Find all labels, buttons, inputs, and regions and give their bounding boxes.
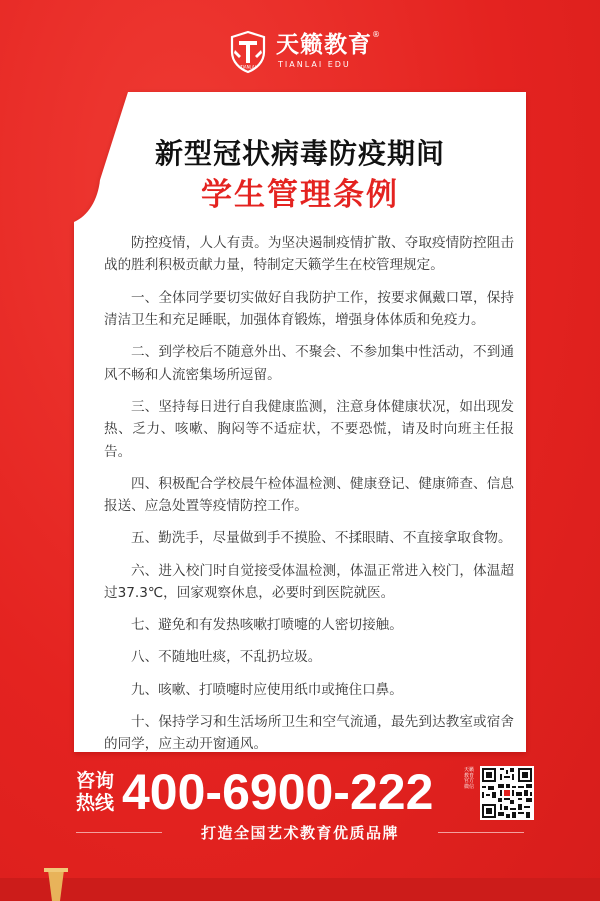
qr-caption: 天籁教育官方微信 (464, 767, 475, 790)
registered-mark: ® (372, 30, 380, 39)
rule-item: 一、全体同学要切实做好自我防护工作，按要求佩戴口罩，保持清洁卫生和充足睡眠，加强体育锻炼，增强身体体质和免疫力。 (104, 289, 514, 329)
poster-stand-base (0, 860, 600, 901)
rule-item: 七、避免和有发热咳嗽打喷嚏的人密切接触。 (131, 617, 403, 634)
rule-item: 五、勤洗手，尽量做到手不摸脸、不揉眼睛、不直接拿取食物。 (131, 530, 512, 547)
title-line-2: 学生管理条例 (201, 177, 399, 213)
rule-item: 八、不随地吐痰，不乱扔垃圾。 (131, 649, 322, 666)
hotline-number[interactable]: 400-6900-222 (122, 764, 434, 820)
hotline-label-line2: 热线 (76, 792, 115, 814)
regulations-body (104, 232, 514, 765)
rule-item: 九、咳嗽、打喷嚏时应使用纸巾或掩住口鼻。 (131, 681, 403, 698)
emblem-text: TIANLAI (240, 64, 256, 70)
rule-item: 三、坚持每日进行自我健康监测，注意身体健康状况，如出现发热、乏力、咳嗽、胸闷等不适症状，不要恐慌，请及时向班主任报告。 (104, 398, 514, 460)
slogan: 打造全国艺术教育优质品牌 (200, 824, 399, 842)
rule-item: 二、到学校后不随意外出、不聚会、不参加集中性活动，不到通风不畅和人流密集场所逗留。 (104, 344, 514, 383)
hotline-label-line1: 咨询 (76, 770, 115, 792)
rule-item: 六、进入校门时自觉接受体温检测，体温正常进入校门，体温超过37.3℃，回家观察休息，必要时到医院就医。 (104, 562, 514, 602)
hotline-label (76, 770, 118, 814)
qr-code-icon[interactable] (480, 766, 534, 820)
title-line-1: 新型冠状病毒防疫期间 (154, 137, 445, 170)
rule-item: 四、积极配合学校晨午检体温检测、健康登记、健康筛查、信息报送、应急处置等疫情防控工作。 (104, 475, 514, 515)
rule-item: 十、保持学习和生活场所卫生和空气流通，最先到达教室或宿舍的同学，应主动开窗通风。 (104, 713, 514, 753)
brand-name-cn: 天籁教育 (276, 32, 372, 58)
brand-name-en: TIANLAI EDU (278, 60, 351, 69)
intro-paragraph: 防控疫情，人人有责。为坚决遏制疫情扩散、夺取疫情防控阻击战的胜利积极贡献力量，特制定天籁学生在校管理规定。 (104, 235, 514, 274)
